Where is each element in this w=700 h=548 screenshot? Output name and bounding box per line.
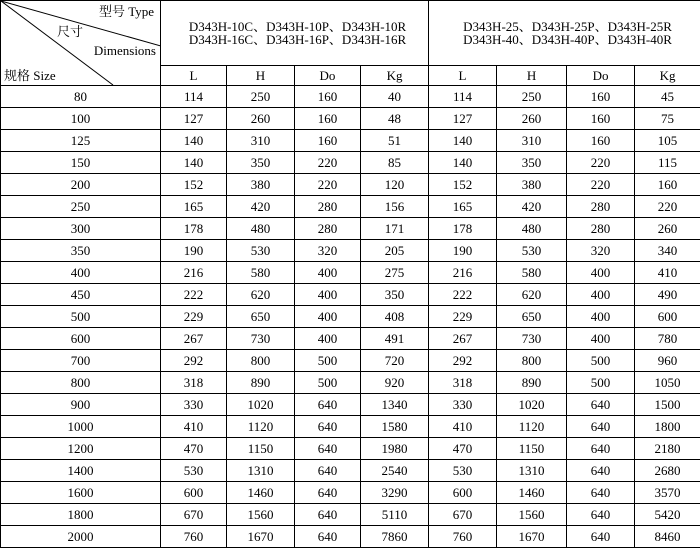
group-2-value-cell: 380: [497, 174, 567, 196]
group-2-value-cell: 140: [429, 130, 497, 152]
group-2-value-cell: 45: [635, 86, 700, 108]
group-2-value-cell: 800: [497, 350, 567, 372]
group-2-value-cell: 318: [429, 372, 497, 394]
group-2-value-cell: 400: [567, 328, 635, 350]
table-row: [1, 284, 700, 306]
group-2-value-cell: 500: [567, 372, 635, 394]
model-group-1: [161, 1, 429, 66]
group-2-value-cell: 229: [429, 306, 497, 328]
group-1-value-cell: 380: [227, 174, 295, 196]
group-1-value-cell: 400: [295, 284, 361, 306]
group-1-value-cell: 410: [161, 416, 227, 438]
group-1-value-cell: 320: [295, 240, 361, 262]
group-2-value-cell: 1670: [497, 526, 567, 548]
table-row: [1, 328, 700, 350]
group-2-value-cell: 1310: [497, 460, 567, 482]
group-1-value-cell: 640: [295, 482, 361, 504]
group-1-value-cell: 280: [295, 218, 361, 240]
table-row: [1, 438, 700, 460]
group-1-value-cell: 670: [161, 504, 227, 526]
model-group-2-line-1: D343H-25、D343H-25P、D343H-25R: [435, 20, 700, 33]
group-2-value-cell: 650: [497, 306, 567, 328]
group-2-value-cell: 152: [429, 174, 497, 196]
group-2-value-cell: 340: [635, 240, 700, 262]
group-1-value-cell: 1460: [227, 482, 295, 504]
group-2-value-cell: 280: [567, 196, 635, 218]
group-1-value-cell: 650: [227, 306, 295, 328]
group-2-value-cell: 490: [635, 284, 700, 306]
column-header: Kg: [361, 66, 429, 86]
group-2-value-cell: 160: [567, 108, 635, 130]
group-2-value-cell: 1020: [497, 394, 567, 416]
group-2-value-cell: 530: [429, 460, 497, 482]
group-1-value-cell: 400: [295, 262, 361, 284]
group-1-value-cell: 640: [295, 416, 361, 438]
group-1-value-cell: 171: [361, 218, 429, 240]
group-1-value-cell: 1150: [227, 438, 295, 460]
group-1-value-cell: 250: [227, 86, 295, 108]
group-2-value-cell: 1560: [497, 504, 567, 526]
group-2-value-cell: 410: [429, 416, 497, 438]
group-1-value-cell: 178: [161, 218, 227, 240]
group-2-value-cell: 890: [497, 372, 567, 394]
group-2-value-cell: 260: [497, 108, 567, 130]
size-cell: 250: [1, 196, 161, 218]
group-1-value-cell: 2540: [361, 460, 429, 482]
group-1-value-cell: 275: [361, 262, 429, 284]
group-2-value-cell: 160: [567, 86, 635, 108]
size-cell: 2000: [1, 526, 161, 548]
size-cell: 700: [1, 350, 161, 372]
group-1-value-cell: 127: [161, 108, 227, 130]
size-cell: 100: [1, 108, 161, 130]
group-2-value-cell: 730: [497, 328, 567, 350]
group-1-value-cell: 267: [161, 328, 227, 350]
table-row: [1, 196, 700, 218]
group-1-value-cell: 1310: [227, 460, 295, 482]
group-1-value-cell: 1340: [361, 394, 429, 416]
group-1-value-cell: 120: [361, 174, 429, 196]
group-2-value-cell: 670: [429, 504, 497, 526]
group-1-value-cell: 3290: [361, 482, 429, 504]
group-1-value-cell: 720: [361, 350, 429, 372]
group-2-value-cell: 216: [429, 262, 497, 284]
table-row: [1, 174, 700, 196]
group-2-value-cell: 267: [429, 328, 497, 350]
group-1-value-cell: 530: [227, 240, 295, 262]
group-2-value-cell: 178: [429, 218, 497, 240]
group-1-value-cell: 220: [295, 174, 361, 196]
group-1-value-cell: 400: [295, 306, 361, 328]
table-body: [1, 86, 700, 548]
group-2-value-cell: 8460: [635, 526, 700, 548]
group-1-value-cell: 7860: [361, 526, 429, 548]
group-2-value-cell: 115: [635, 152, 700, 174]
group-1-value-cell: 310: [227, 130, 295, 152]
group-2-value-cell: 1050: [635, 372, 700, 394]
group-2-value-cell: 320: [567, 240, 635, 262]
group-2-value-cell: 1150: [497, 438, 567, 460]
group-1-value-cell: 51: [361, 130, 429, 152]
group-2-value-cell: 410: [635, 262, 700, 284]
group-2-value-cell: 400: [567, 284, 635, 306]
table-row: [1, 394, 700, 416]
table-row: [1, 152, 700, 174]
group-2-value-cell: 780: [635, 328, 700, 350]
table-row: [1, 504, 700, 526]
model-group-2-line-2: D343H-40、D343H-40P、D343H-40R: [435, 33, 700, 46]
table-row: [1, 482, 700, 504]
size-cell: 600: [1, 328, 161, 350]
group-2-value-cell: 5420: [635, 504, 700, 526]
size-cell: 125: [1, 130, 161, 152]
size-cell: 200: [1, 174, 161, 196]
dimensions-cn-label: 尺寸: [57, 25, 83, 38]
size-cell: 350: [1, 240, 161, 262]
group-2-value-cell: 114: [429, 86, 497, 108]
size-cell: 1600: [1, 482, 161, 504]
table-row: [1, 86, 700, 108]
group-1-value-cell: 165: [161, 196, 227, 218]
group-2-value-cell: 160: [635, 174, 700, 196]
column-header: Do: [295, 66, 361, 86]
group-1-value-cell: 600: [161, 482, 227, 504]
column-header: L: [429, 66, 497, 86]
group-1-value-cell: 205: [361, 240, 429, 262]
dimensions-en-label: Dimensions: [94, 44, 156, 57]
group-1-value-cell: 229: [161, 306, 227, 328]
group-2-value-cell: 160: [567, 130, 635, 152]
group-1-value-cell: 530: [161, 460, 227, 482]
group-1-value-cell: 190: [161, 240, 227, 262]
group-1-value-cell: 1120: [227, 416, 295, 438]
group-1-value-cell: 350: [361, 284, 429, 306]
group-1-value-cell: 640: [295, 394, 361, 416]
group-2-value-cell: 400: [567, 262, 635, 284]
group-2-value-cell: 2180: [635, 438, 700, 460]
group-2-value-cell: 105: [635, 130, 700, 152]
size-cell: 500: [1, 306, 161, 328]
group-1-value-cell: 730: [227, 328, 295, 350]
type-label: 型号 Type: [99, 5, 154, 18]
group-2-value-cell: 480: [497, 218, 567, 240]
group-1-value-cell: 140: [161, 130, 227, 152]
size-cell: 1400: [1, 460, 161, 482]
group-2-value-cell: 1120: [497, 416, 567, 438]
group-2-value-cell: 75: [635, 108, 700, 130]
group-1-value-cell: 640: [295, 504, 361, 526]
group-2-value-cell: 600: [635, 306, 700, 328]
group-1-value-cell: 140: [161, 152, 227, 174]
group-2-value-cell: 3570: [635, 482, 700, 504]
group-1-value-cell: 470: [161, 438, 227, 460]
group-1-value-cell: 500: [295, 350, 361, 372]
table-row: [1, 130, 700, 152]
group-1-value-cell: 114: [161, 86, 227, 108]
group-1-value-cell: 216: [161, 262, 227, 284]
group-1-value-cell: 500: [295, 372, 361, 394]
table-row: [1, 372, 700, 394]
column-header: Kg: [635, 66, 700, 86]
group-2-value-cell: 1460: [497, 482, 567, 504]
group-1-value-cell: 1020: [227, 394, 295, 416]
table-row: [1, 350, 700, 372]
size-cell: 400: [1, 262, 161, 284]
size-cell: 150: [1, 152, 161, 174]
group-2-value-cell: 260: [635, 218, 700, 240]
group-2-value-cell: 1800: [635, 416, 700, 438]
group-1-value-cell: 160: [295, 130, 361, 152]
group-2-value-cell: 2680: [635, 460, 700, 482]
table-row: [1, 416, 700, 438]
group-1-value-cell: 1560: [227, 504, 295, 526]
group-2-value-cell: 640: [567, 416, 635, 438]
group-1-value-cell: 48: [361, 108, 429, 130]
size-cell: 800: [1, 372, 161, 394]
size-cell: 1000: [1, 416, 161, 438]
group-2-value-cell: 140: [429, 152, 497, 174]
column-header: L: [161, 66, 227, 86]
group-2-value-cell: 1500: [635, 394, 700, 416]
group-2-value-cell: 330: [429, 394, 497, 416]
group-2-value-cell: 280: [567, 218, 635, 240]
group-1-value-cell: 480: [227, 218, 295, 240]
group-2-value-cell: 470: [429, 438, 497, 460]
group-1-value-cell: 1580: [361, 416, 429, 438]
group-1-value-cell: 160: [295, 108, 361, 130]
table-row: [1, 526, 700, 548]
group-2-value-cell: 220: [567, 174, 635, 196]
group-1-value-cell: 160: [295, 86, 361, 108]
group-2-value-cell: 292: [429, 350, 497, 372]
size-cell: 80: [1, 86, 161, 108]
table-row: [1, 108, 700, 130]
group-1-value-cell: 890: [227, 372, 295, 394]
column-header: H: [497, 66, 567, 86]
size-cell: 900: [1, 394, 161, 416]
group-1-value-cell: 491: [361, 328, 429, 350]
group-2-value-cell: 580: [497, 262, 567, 284]
group-1-value-cell: 318: [161, 372, 227, 394]
size-cell: 300: [1, 218, 161, 240]
group-1-value-cell: 260: [227, 108, 295, 130]
group-2-value-cell: 190: [429, 240, 497, 262]
group-1-value-cell: 292: [161, 350, 227, 372]
group-2-value-cell: 310: [497, 130, 567, 152]
group-2-value-cell: 420: [497, 196, 567, 218]
group-2-value-cell: 640: [567, 504, 635, 526]
group-2-value-cell: 620: [497, 284, 567, 306]
group-2-value-cell: 640: [567, 394, 635, 416]
group-1-value-cell: 400: [295, 328, 361, 350]
group-2-value-cell: 220: [635, 196, 700, 218]
group-1-value-cell: 1670: [227, 526, 295, 548]
table-row: [1, 262, 700, 284]
table-row: [1, 306, 700, 328]
group-1-value-cell: 220: [295, 152, 361, 174]
group-2-value-cell: 350: [497, 152, 567, 174]
group-1-value-cell: 222: [161, 284, 227, 306]
group-2-value-cell: 222: [429, 284, 497, 306]
group-1-value-cell: 330: [161, 394, 227, 416]
group-2-value-cell: 600: [429, 482, 497, 504]
group-1-value-cell: 1980: [361, 438, 429, 460]
table-row: [1, 240, 700, 262]
group-2-value-cell: 127: [429, 108, 497, 130]
group-1-value-cell: 640: [295, 438, 361, 460]
model-group-2: [429, 1, 700, 66]
group-1-value-cell: 800: [227, 350, 295, 372]
group-2-value-cell: 165: [429, 196, 497, 218]
size-cell: 1200: [1, 438, 161, 460]
model-group-1-line-2: D343H-16C、D343H-16P、D343H-16R: [167, 33, 428, 46]
model-group-1-line-1: D343H-10C、D343H-10P、D343H-10R: [167, 20, 428, 33]
group-1-value-cell: 420: [227, 196, 295, 218]
column-header: H: [227, 66, 295, 86]
header-corner-cell: [1, 1, 161, 86]
group-2-value-cell: 640: [567, 460, 635, 482]
group-2-value-cell: 220: [567, 152, 635, 174]
group-1-value-cell: 85: [361, 152, 429, 174]
group-2-value-cell: 760: [429, 526, 497, 548]
group-2-value-cell: 250: [497, 86, 567, 108]
group-2-value-cell: 640: [567, 526, 635, 548]
group-1-value-cell: 640: [295, 526, 361, 548]
group-1-value-cell: 40: [361, 86, 429, 108]
group-1-value-cell: 760: [161, 526, 227, 548]
group-1-value-cell: 280: [295, 196, 361, 218]
group-2-value-cell: 500: [567, 350, 635, 372]
size-cell: 450: [1, 284, 161, 306]
group-1-value-cell: 156: [361, 196, 429, 218]
group-1-value-cell: 408: [361, 306, 429, 328]
group-2-value-cell: 400: [567, 306, 635, 328]
group-1-value-cell: 350: [227, 152, 295, 174]
group-1-value-cell: 152: [161, 174, 227, 196]
table-row: [1, 218, 700, 240]
size-cell: 1800: [1, 504, 161, 526]
group-2-value-cell: 960: [635, 350, 700, 372]
group-1-value-cell: 580: [227, 262, 295, 284]
group-2-value-cell: 640: [567, 438, 635, 460]
group-2-value-cell: 640: [567, 482, 635, 504]
table-row: [1, 460, 700, 482]
group-1-value-cell: 620: [227, 284, 295, 306]
group-2-value-cell: 530: [497, 240, 567, 262]
column-header: Do: [567, 66, 635, 86]
group-1-value-cell: 5110: [361, 504, 429, 526]
group-1-value-cell: 920: [361, 372, 429, 394]
group-1-value-cell: 640: [295, 460, 361, 482]
size-label: 规格 Size: [4, 69, 56, 82]
